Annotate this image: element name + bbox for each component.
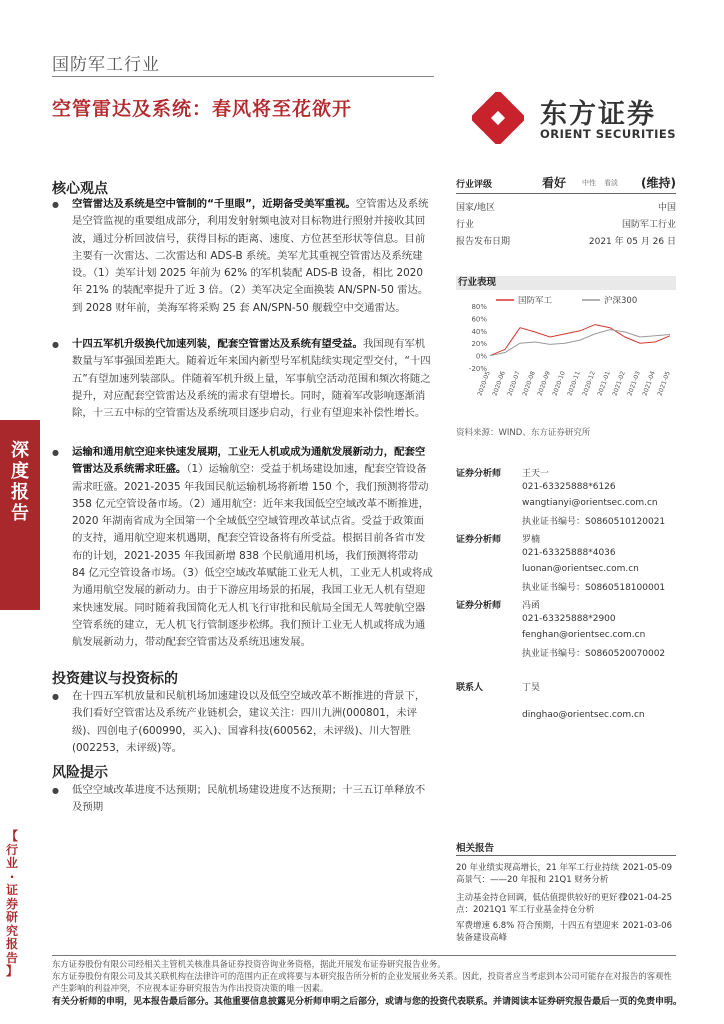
- related-report-item[interactable]: [456, 892, 676, 918]
- x-tick-label: 2021-01: [596, 370, 612, 397]
- info-row-industry: [456, 217, 676, 233]
- industry-label: 国防军工行业: [52, 55, 160, 75]
- bullet-icon: ●: [52, 448, 59, 457]
- x-tick-label: 2021-03: [626, 370, 642, 397]
- related-report-title[interactable]: 主动基金持仓回调，低估值提供较好的更好看点：2021Q1 军工行业基金持仓分析: [456, 893, 627, 915]
- analyst-phone: 021-63325888*4036: [522, 548, 616, 558]
- chart-source: 资料来源：WIND、东方证券研究所: [456, 428, 591, 438]
- core-view-heading: 核心观点: [52, 181, 108, 197]
- x-tick-label: 2020-12: [581, 370, 597, 397]
- y-tick-label: 80%: [471, 303, 487, 311]
- info-key: 国家/地区: [456, 203, 496, 213]
- related-report-item[interactable]: [456, 920, 676, 946]
- info-value: 中国: [657, 203, 676, 213]
- y-tick-label: 0%: [475, 352, 487, 361]
- y-tick-label: -20%: [468, 365, 487, 373]
- x-tick-label: 2021-05: [656, 370, 672, 397]
- performance-title: 行业表现: [456, 276, 676, 290]
- footer-divider: [52, 955, 676, 956]
- x-tick-label: 2020-08: [521, 370, 537, 397]
- orient-logo-icon: [472, 92, 524, 144]
- logo-text-cn: 东方证券: [540, 99, 656, 130]
- info-key: 报告发布日期: [456, 237, 511, 247]
- analyst-email[interactable]: fenghan@orientsec.com.cn: [522, 630, 646, 640]
- info-value: 2021 年 05 月 26 日: [588, 237, 676, 247]
- y-tick-label: 60%: [471, 315, 487, 324]
- analyst-name: 冯函: [522, 601, 541, 611]
- analyst-phone: 021-63325888*6126: [522, 482, 616, 492]
- x-tick-label: 2020-11: [566, 370, 582, 397]
- legend-label: 沪深300: [604, 296, 638, 306]
- core-view-item-2: [52, 336, 434, 422]
- related-report-date: 2021-03-06: [622, 921, 672, 931]
- info-row-region: [456, 200, 676, 216]
- x-tick-label: 2020-10: [551, 370, 567, 397]
- contact-email[interactable]: dinghao@orientsec.com.cn: [522, 710, 645, 720]
- rating-neutral: 中性: [582, 179, 596, 187]
- item-text: （1）运输航空：受益于机场建设加速，配套空管设备需求旺盛。2021-2035 年我国民航运输机场将新增 150 个，我们预测将带动 358 亿元空管设备市场。（2）通用航空：近年来我国低空空域改革不断推进，2020 年湖南省成为全国第一个全域低空空域管理改革试点省。受益于政策面的支持，通用航空迎来机遇期，配套空管设备将有所受益。根据目前各省市发布的计划，2021-2035 年我国新增 838 个民航通用机场，我们预测将带动 84 亿元空管设备市场。（3）低空空域改革赋能工业无人机，工业无人机或将成为通用航空发展的新动力。由于下游应用场景的拓展，我国工业无人机有望迎来快速发展。同时随着我国简化无人机飞行审批和民航局全国无人驾驶航空器空管系统的建立，无人机飞行管制逐步松绑。我们预计工业无人机或将成为通航发展新动力，带动配套空管雷达及系统迅速发展。: [72, 463, 433, 649]
- sidebar-report-type-label: 深 度 报 告: [11, 440, 29, 524]
- bullet-icon: ●: [52, 200, 59, 209]
- y-tick-label: 40%: [471, 327, 487, 336]
- item-text: 我国现有军机数量与军事强国差距大。随着近年来国内新型号军机陆续实现定型交付，“十四五”有望加速列装部队。伴随着军机升级上量，军事航空活动范围和频次将随之提升，对应配套空管雷达及系统的需求有望增长。同时，随着军改影响逐渐消除，十三五中标的空管雷达及系统项目逐步启动，行业有望迎来补偿性增长。: [72, 338, 431, 420]
- related-report-item[interactable]: [456, 862, 676, 888]
- legend-label: 国防军工: [518, 296, 553, 306]
- rating-label: 行业评级: [456, 180, 493, 190]
- x-tick-label: 2020-05: [476, 370, 492, 397]
- core-view-item-3: [52, 444, 434, 652]
- footer-disclaimer: 有关分析师的申明，见本报告最后部分。其他重要信息披露见分析师申明之后部分，或请与您的投资代表联系。并请阅读本证券研究报告最后一页的免责申明。: [52, 997, 683, 1007]
- related-report-title[interactable]: 军费增速 6.8% 符合预期，十四五有望迎来装备建设高峰: [456, 921, 619, 943]
- analyst-email[interactable]: luonan@orientsec.com.cn: [522, 564, 639, 574]
- rating-bearish: 看淡: [604, 179, 618, 187]
- risk-text: 低空空域改革进度不达预期；民航机场建设进度不达预期；十三五订单释放不及预期: [72, 784, 426, 814]
- bullet-icon: ●: [52, 692, 59, 701]
- analyst-role: 证券分析师: [456, 601, 502, 611]
- related-report-date: 2021-05-09: [622, 863, 672, 873]
- analyst-name: 王天一: [522, 469, 550, 479]
- related-report-date: 2021-04-25: [622, 893, 672, 903]
- info-key: 行业: [456, 220, 475, 230]
- contact-name: 丁昊: [522, 683, 541, 693]
- x-tick-label: 2021-04: [641, 370, 657, 397]
- analyst-role: 证券分析师: [456, 469, 502, 479]
- logo-text-en: ORIENT SECURITIES: [540, 127, 677, 141]
- bullet-icon: ●: [52, 340, 59, 349]
- x-tick-label: 2020-09: [536, 370, 552, 397]
- investment-item: [52, 688, 434, 757]
- footer-conflict: 东方证券股份有限公司及其关联机构在法律许可的范围内正在或将要与本研究报告所分析的企业发展业务关系。因此，投资者应当考虑到本公司可能存在对报告的客观性产生影响的利益冲突，不应视本证券研究报告为作出投资决策的唯一因素。: [52, 971, 672, 993]
- analyst-cert: 执业证书编号：S0860518100001: [522, 583, 666, 593]
- performance-chart: [456, 292, 680, 422]
- info-row-date: [456, 234, 676, 250]
- x-tick-label: 2021-02: [611, 370, 627, 397]
- footer-qualification: 东方证券股份有限公司经相关主管机关核准具备证券投资咨询业务资格，据此开展发布证券研究报告业务。: [52, 959, 446, 969]
- item-text: 空管雷达及系统是空管监视的重要组成部分，利用发射射频电波对目标物进行照射并接收其回波，通过分析回波信号，获得目标的距离、速度、方位甚至形状等信息。目前主要有一次雷达、二次雷达和 ADS-B 系统。美军尤其重视空管雷达及系统建设。（1）美军计划 2025 年前为 62% 的军机装配 ADS-B 设备，相比 2020 年 21% 的装配率提升了近 3 倍。（2）美军决定全面换装 AN/SPN-50 雷达。到 2028 财年前，美海军将采购 25 套 AN/SPN-50 舰载空中交通雷达。: [72, 198, 429, 314]
- report-title: 空管雷达及系统：春风将至花欲开: [52, 98, 353, 120]
- related-reports-heading: 相关报告: [456, 840, 676, 856]
- x-tick-label: 2020-07: [506, 370, 522, 397]
- item-bold: 空管雷达及系统是空中管制的“千里眼”，近期备受美军重视。: [72, 198, 356, 210]
- risk-item: [52, 782, 434, 817]
- core-view-item-1: [52, 196, 434, 317]
- analyst-role: 证券分析师: [456, 535, 502, 545]
- header-divider: [52, 76, 434, 77]
- analyst-name: 罗楠: [522, 535, 541, 545]
- y-tick-label: 20%: [471, 340, 487, 349]
- investment-text: 在十四五军机放量和民航机场加速建设以及低空空域改革不断推进的背景下，我们看好空管雷达及系统产业链机会，建议关注：四川九洲(000801，未评级)、四创电子(600990，买入)、国睿科技(600562，未评级)、川大智胜(002253，未评级)等。: [72, 690, 426, 754]
- item-bold: 十四五军机升级换代加速列装，配套空管雷达及系统有望受益。: [72, 338, 363, 350]
- item-bold: 运输和通用航空迎来快速发展期，工业无人机或成为通航发展新动力，配套空管雷达及系统需求旺盛。: [72, 446, 426, 476]
- rating-value: 看好: [542, 176, 567, 190]
- sidebar-report-category: 【 行 业 · 证 券 研 究 报 告 】: [5, 829, 18, 978]
- x-tick-label: 2020-06: [491, 370, 507, 397]
- contact-role: 联系人: [456, 683, 484, 693]
- analyst-cert: 执业证书编号：S0860510120021: [522, 517, 666, 527]
- rating-maintain: (维持): [641, 176, 676, 190]
- info-value: 国防军工行业: [621, 220, 676, 230]
- analyst-phone: 021-63325888*2900: [522, 614, 616, 624]
- risk-heading: 风险提示: [52, 765, 108, 781]
- bullet-icon: ●: [52, 786, 59, 795]
- analyst-email[interactable]: wangtianyi@orientsec.com.cn: [522, 498, 658, 508]
- industry-rating: [456, 172, 676, 194]
- investment-heading: 投资建议与投资标的: [52, 671, 178, 687]
- analyst-cert: 执业证书编号：S0860520070002: [522, 649, 666, 659]
- related-report-title[interactable]: 20 年业绩实现高增长，21 年军工行业持续高景气：——20 年报和 21Q1 财务分析: [456, 863, 620, 885]
